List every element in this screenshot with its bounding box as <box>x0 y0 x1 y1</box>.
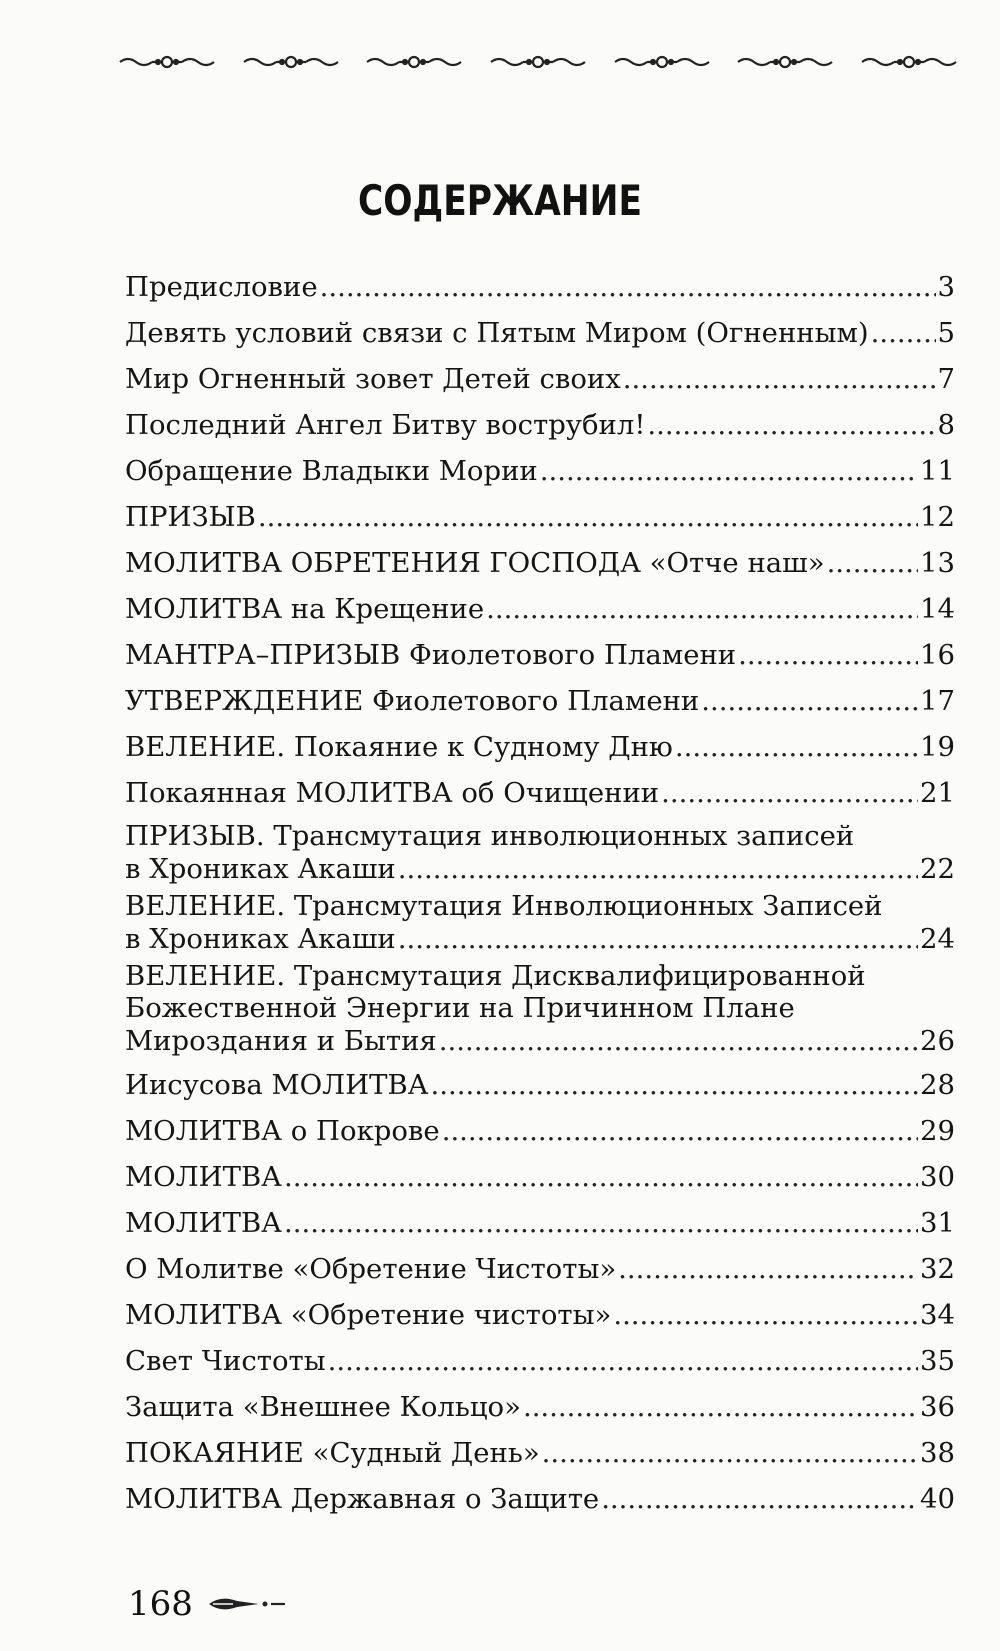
toc-page-number: 19 <box>920 731 955 763</box>
dot-leader <box>398 852 918 886</box>
dot-leader <box>258 494 918 540</box>
toc-entry-title-line: ВЕЛЕНИЕ. Покаяние к Судному Дню <box>125 731 673 763</box>
toc-entry-title-line: Свет Чистоты <box>125 1345 326 1377</box>
dot-leader <box>284 1154 918 1200</box>
toc-page-number: 40 <box>920 1483 955 1515</box>
toc-page-number: 36 <box>920 1391 955 1423</box>
toc-entry-title-line: ВЕЛЕНИЕ. Трансмутация Дисквалифицированной <box>125 960 866 992</box>
toc-page-number: 32 <box>920 1253 955 1285</box>
toc-page-number: 3 <box>937 271 955 303</box>
toc-entry[interactable] <box>125 1338 955 1384</box>
scroll-ornament-icon <box>118 52 216 72</box>
toc-page-number: 21 <box>920 777 955 809</box>
header-ornament-row <box>118 50 958 74</box>
toc-page-number: 31 <box>920 1207 955 1239</box>
toc-page-number: 16 <box>920 639 955 671</box>
toc-entry[interactable] <box>125 820 955 886</box>
dot-leader <box>439 1024 918 1058</box>
toc-page-number: 35 <box>920 1345 955 1377</box>
toc-entry-title-line: Божественной Энергии на Причинном Плане <box>125 992 795 1024</box>
toc-entry-title-line: Девять условий связи с Пятым Миром (Огненным) <box>125 317 869 349</box>
dot-leader <box>442 1108 918 1154</box>
toc-page-number: 17 <box>920 685 955 717</box>
toc-entry[interactable] <box>125 356 955 402</box>
table-of-contents <box>125 264 955 1522</box>
toc-entry-title-line: Мироздания и Бытия <box>125 1025 437 1057</box>
dot-leader <box>613 1292 918 1338</box>
dot-leader <box>328 1338 918 1384</box>
toc-entry-title-line: МОЛИТВА Державная о Защите <box>125 1483 600 1515</box>
toc-entry-title-line: ПРИЗЫВ <box>125 501 256 533</box>
toc-entry-title-line: МОЛИТВА <box>125 1161 283 1193</box>
toc-entry-title-line: МОЛИТВА <box>125 1207 283 1239</box>
toc-entry[interactable] <box>125 1154 955 1200</box>
page-number: 168 <box>128 1584 193 1624</box>
scroll-ornament-icon <box>365 52 463 72</box>
toc-entry-title-line: Иисусова МОЛИТВА <box>125 1069 429 1101</box>
dot-leader <box>871 310 936 356</box>
dot-leader <box>675 724 918 770</box>
toc-entry-title-line: Обращение Владыки Мории <box>125 455 538 487</box>
dot-leader <box>430 1062 918 1108</box>
toc-entry-title-line: МАНТРА–ПРИЗЫВ Фиолетового Пламени <box>125 639 737 671</box>
toc-entry-title-line: МОЛИТВА «Обретение чистоты» <box>125 1299 612 1331</box>
scroll-ornament-icon <box>242 52 340 72</box>
toc-page-number: 24 <box>920 923 955 955</box>
dot-leader <box>647 402 935 448</box>
scroll-ornament-icon <box>489 52 587 72</box>
dot-leader <box>284 1200 918 1246</box>
toc-entry-title-line: в Хрониках Акаши <box>125 853 396 885</box>
toc-entry[interactable] <box>125 540 955 586</box>
toc-entry[interactable] <box>125 770 955 816</box>
toc-entry-title-line: Мир Огненный зовет Детей своих <box>125 363 621 395</box>
toc-entry[interactable] <box>125 402 955 448</box>
toc-entry-title-line: МОЛИТВА ОБРЕТЕНИЯ ГОСПОДА «Отче наш» <box>125 547 825 579</box>
toc-entry-title-line: О Молитве «Обретение Чистоты» <box>125 1253 617 1285</box>
dot-leader <box>827 540 918 586</box>
toc-entry-title-line: Предисловие <box>125 271 318 303</box>
toc-entry-title-line: Последний Ангел Битву вострубил! <box>125 409 646 441</box>
toc-entry-title-line: Покаянная МОЛИТВА об Очищении <box>125 777 660 809</box>
toc-entry[interactable] <box>125 1246 955 1292</box>
toc-page-number: 13 <box>920 547 955 579</box>
toc-page-number: 26 <box>920 1025 955 1057</box>
toc-page-number: 34 <box>920 1299 955 1331</box>
toc-entry[interactable] <box>125 1292 955 1338</box>
toc-entry[interactable] <box>125 1200 955 1246</box>
toc-page-number: 29 <box>920 1115 955 1147</box>
toc-entry[interactable] <box>125 678 955 724</box>
dot-leader <box>523 1384 918 1430</box>
dot-leader <box>601 1476 918 1522</box>
scroll-ornament-icon <box>860 52 958 72</box>
dot-leader <box>738 632 918 678</box>
quill-ornament-icon <box>207 1593 287 1615</box>
toc-entry[interactable] <box>125 1384 955 1430</box>
toc-entry[interactable] <box>125 1108 955 1154</box>
toc-entry-title-line: в Хрониках Акаши <box>125 923 396 955</box>
dot-leader <box>540 448 918 494</box>
dot-leader <box>661 770 918 816</box>
toc-entry[interactable] <box>125 1476 955 1522</box>
toc-entry-title-line: УТВЕРЖДЕНИЕ Фиолетового Пламени <box>125 685 700 717</box>
toc-entry-title-line: ПРИЗЫВ. Трансмутация инволюционных записей <box>125 820 855 852</box>
toc-entry[interactable] <box>125 724 955 770</box>
toc-page-number: 14 <box>920 593 955 625</box>
dot-leader <box>486 586 918 632</box>
toc-entry[interactable] <box>125 494 955 540</box>
toc-entry[interactable] <box>125 632 955 678</box>
toc-page-number: 8 <box>937 409 955 441</box>
toc-page-number: 5 <box>937 317 955 349</box>
page-title: СОДЕРЖАНИЕ <box>357 176 642 225</box>
toc-page-number: 38 <box>920 1437 955 1469</box>
scroll-ornament-icon <box>736 52 834 72</box>
toc-entry[interactable] <box>125 960 955 1058</box>
toc-entry-title-line: МОЛИТВА на Крещение <box>125 593 485 625</box>
dot-leader <box>701 678 918 724</box>
toc-page-number: 30 <box>920 1161 955 1193</box>
toc-entry-title-line: ПОКАЯНИЕ «Судный День» <box>125 1437 540 1469</box>
page-footer <box>128 1584 287 1624</box>
toc-entry[interactable] <box>125 890 955 956</box>
toc-entry-title-line: МОЛИТВА о Покрове <box>125 1115 440 1147</box>
toc-entry[interactable] <box>125 448 955 494</box>
scroll-ornament-icon <box>613 52 711 72</box>
toc-entry[interactable] <box>125 1062 955 1108</box>
toc-entry[interactable] <box>125 264 955 310</box>
toc-page-number: 22 <box>920 853 955 885</box>
toc-page-number: 11 <box>920 455 955 487</box>
toc-entry[interactable] <box>125 1430 955 1476</box>
toc-page-number: 7 <box>937 363 955 395</box>
toc-entry-title-line: ВЕЛЕНИЕ. Трансмутация Инволюционных Записей <box>125 890 883 922</box>
toc-entry[interactable] <box>125 586 955 632</box>
toc-page-number: 28 <box>920 1069 955 1101</box>
toc-page-number: 12 <box>920 501 955 533</box>
dot-leader <box>542 1430 918 1476</box>
dot-leader <box>623 356 936 402</box>
toc-entry-title-line: Защита «Внешнее Кольцо» <box>125 1391 521 1423</box>
dot-leader <box>398 922 918 956</box>
toc-entry[interactable] <box>125 310 955 356</box>
dot-leader <box>618 1246 918 1292</box>
dot-leader <box>320 264 936 310</box>
